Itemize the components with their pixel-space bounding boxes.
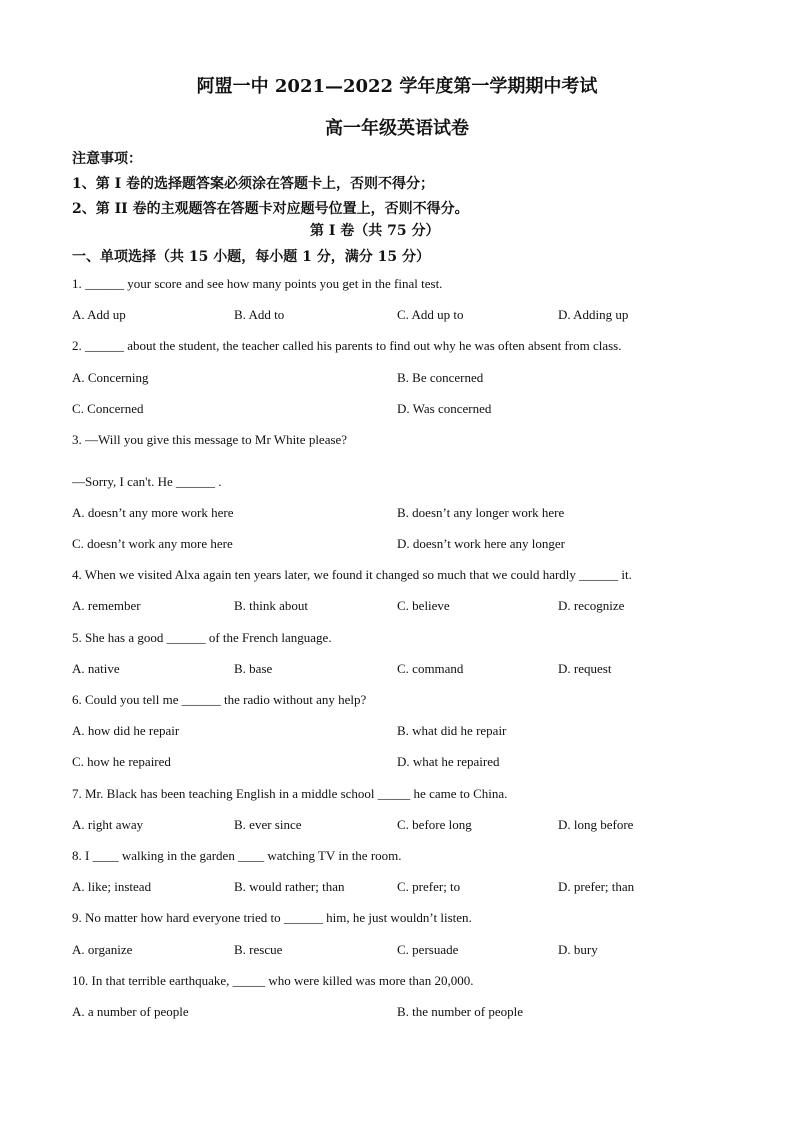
question-8-option-c[interactable]: C. prefer; to [397,879,461,894]
question-4-option-a[interactable]: A. remember [72,598,141,613]
question-3-option-d[interactable]: D. doesn’t work here any longer [397,536,565,551]
question-2-option-c[interactable]: C. Concerned [72,401,144,416]
exam-subtitle: 高一年级英语试卷 [325,118,469,139]
question-5-stem: 5. She has a good ______ of the French language. [72,630,332,645]
question-4-option-b[interactable]: B. think about [234,598,309,613]
question-3-option-c[interactable]: C. doesn’t work any more here [72,536,233,551]
question-6-option-b[interactable]: B. what did he repair [397,723,507,738]
question-7-option-a[interactable]: A. right away [72,817,144,832]
question-2-option-d[interactable]: D. Was concerned [397,401,492,416]
question-3-stem: 3. —Will you give this message to Mr White please? [72,432,348,447]
question-9-option-a[interactable]: A. organize [72,942,133,957]
question-10-stem: 10. In that terrible earthquake, _____ who were killed was more than 20,000. [72,973,474,988]
notice-heading: 注意事项： [72,151,142,167]
question-5-option-d[interactable]: D. request [558,661,612,676]
question-3-option-b[interactable]: B. doesn’t any longer work here [397,505,565,520]
question-9-option-c[interactable]: C. persuade [397,942,459,957]
question-8-option-b[interactable]: B. would rather; than [234,879,345,894]
exam-title: 阿盟一中 2021—2022 学年度第一学期期中考试 [196,76,598,97]
question-4-option-d[interactable]: D. recognize [558,598,625,613]
question-6-option-c[interactable]: C. how he repaired [72,754,171,769]
question-2-option-a[interactable]: A. Concerning [72,370,149,385]
question-1-option-d[interactable]: D. Adding up [558,307,629,322]
question-10-option-b[interactable]: B. the number of people [397,1004,523,1019]
question-5-option-c[interactable]: C. command [397,661,464,676]
question-6-option-d[interactable]: D. what he repaired [397,754,500,769]
question-4-stem: 4. When we visited Alxa again ten years later, we found it changed so much that we could hardly ______ it. [72,567,632,582]
notice-item-1: 1、第 I 卷的选择题答案必须涂在答题卡上，否则不得分； [72,176,435,192]
question-2-option-b[interactable]: B. Be concerned [397,370,484,385]
question-3-option-a[interactable]: A. doesn’t any more work here [72,505,234,520]
question-3-reply: —Sorry, I can't. He ______ . [72,474,222,489]
question-10-option-a[interactable]: A. a number of people [72,1004,189,1019]
notice-item-2: 2、第 II 卷的主观题答在答题卡对应题号位置上，否则不得分。 [72,201,469,217]
volume-heading: 第 I 卷（共 75 分） [310,223,440,239]
question-6-stem: 6. Could you tell me ______ the radio without any help? [72,692,367,707]
question-8-option-a[interactable]: A. like; instead [72,879,152,894]
question-6-option-a[interactable]: A. how did he repair [72,723,180,738]
question-1-option-a[interactable]: A. Add up [72,307,126,322]
question-1-option-b[interactable]: B. Add to [234,307,285,322]
question-5-option-b[interactable]: B. base [234,661,273,676]
question-9-stem: 9. No matter how hard everyone tried to ______ him, he just wouldn’t listen. [72,910,472,925]
question-8-option-d[interactable]: D. prefer; than [558,879,635,894]
question-7-option-d[interactable]: D. long before [558,817,634,832]
question-1-stem: 1. ______ your score and see how many points you get in the final test. [72,276,443,291]
question-9-option-d[interactable]: D. bury [558,942,598,957]
question-9-option-b[interactable]: B. rescue [234,942,283,957]
question-7-option-c[interactable]: C. before long [397,817,472,832]
question-7-option-b[interactable]: B. ever since [234,817,302,832]
question-1-option-c[interactable]: C. Add up to [397,307,464,322]
question-2-stem: 2. ______ about the student, the teacher called his parents to find out why he was often absent from class. [72,338,622,353]
question-8-stem: 8. I ____ walking in the garden ____ watching TV in the room. [72,848,402,863]
question-7-stem: 7. Mr. Black has been teaching English in a middle school _____ he came to China. [72,786,508,801]
question-4-option-c[interactable]: C. believe [397,598,450,613]
question-5-option-a[interactable]: A. native [72,661,120,676]
part-heading: 一、单项选择（共 15 小题，每小题 1 分，满分 15 分） [72,249,430,265]
